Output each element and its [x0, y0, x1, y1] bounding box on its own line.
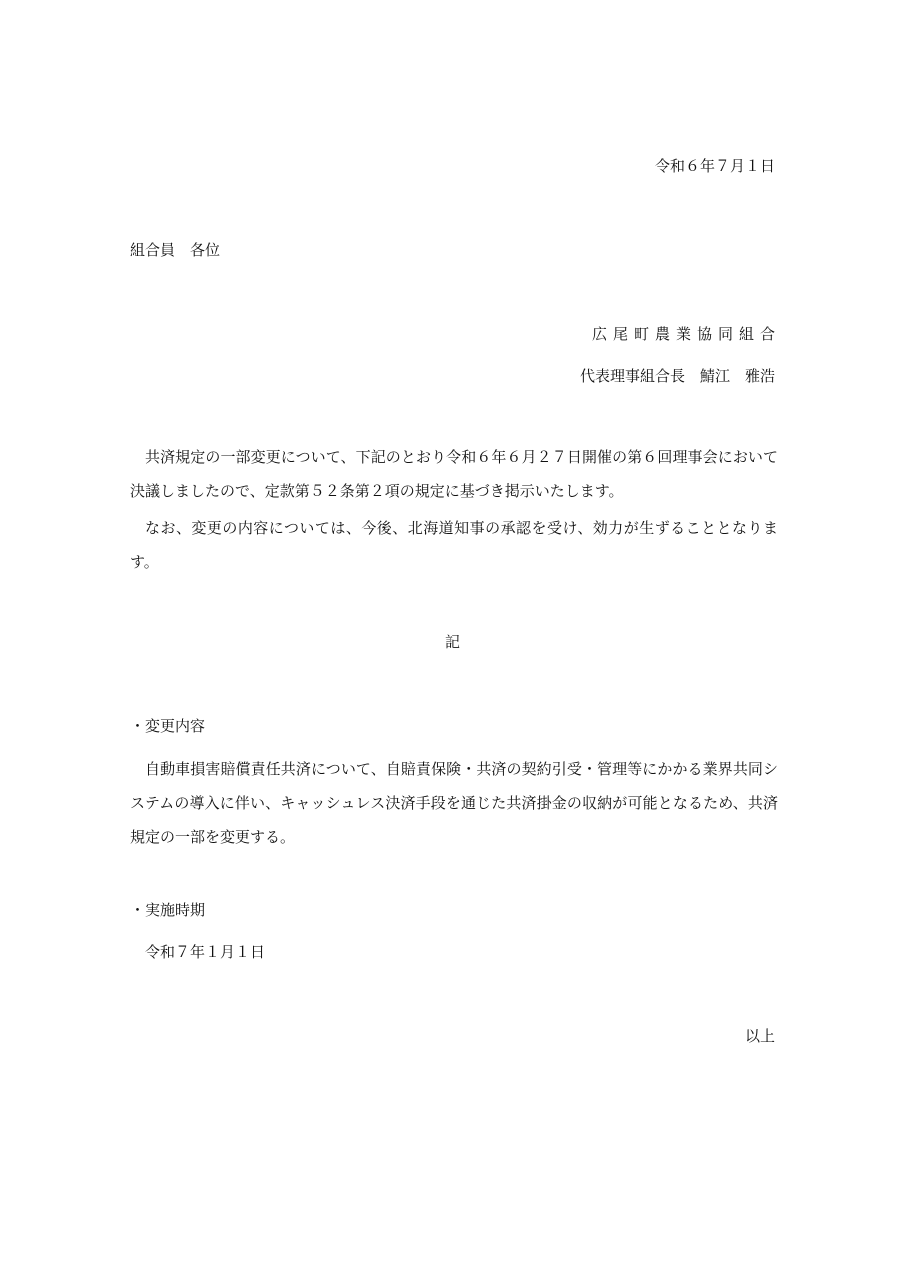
body-paragraph-2: なお、変更の内容については、今後、北海道知事の承認を受け、効力が生ずることとなります。 [130, 519, 778, 571]
document-date: 令和６年７月１日 [654, 157, 775, 175]
body-paragraph-1: 共済規定の一部変更について、下記のとおり令和６年６月２７日開催の第６回理事会において決議しましたので、定款第５２条第２項の規定に基づき掲示いたします。 [130, 448, 778, 500]
section-effective-date: 令和７年１月１日 [145, 943, 266, 961]
closing-remark: 以上 [744, 1027, 775, 1045]
section-change-heading: ・変更内容 [130, 717, 206, 735]
sender-representative: 代表理事組合長 鯖江 雅浩 [579, 367, 775, 385]
sender-organization: 広尾町農業協同組合 [591, 325, 781, 343]
section-effective-heading: ・実施時期 [130, 901, 206, 919]
section-change-text: 自動車損害賠償責任共済について、自賠責保険・共済の契約引受・管理等にかかる業界共同システムの導入に伴い、キャッシュレス決済手段を通じた共済掛金の収納が可能となるため、共済規定の一部を変更する。 [130, 760, 778, 846]
ki-marker: 記 [444, 633, 460, 651]
addressee: 組合員 各位 [130, 241, 221, 259]
